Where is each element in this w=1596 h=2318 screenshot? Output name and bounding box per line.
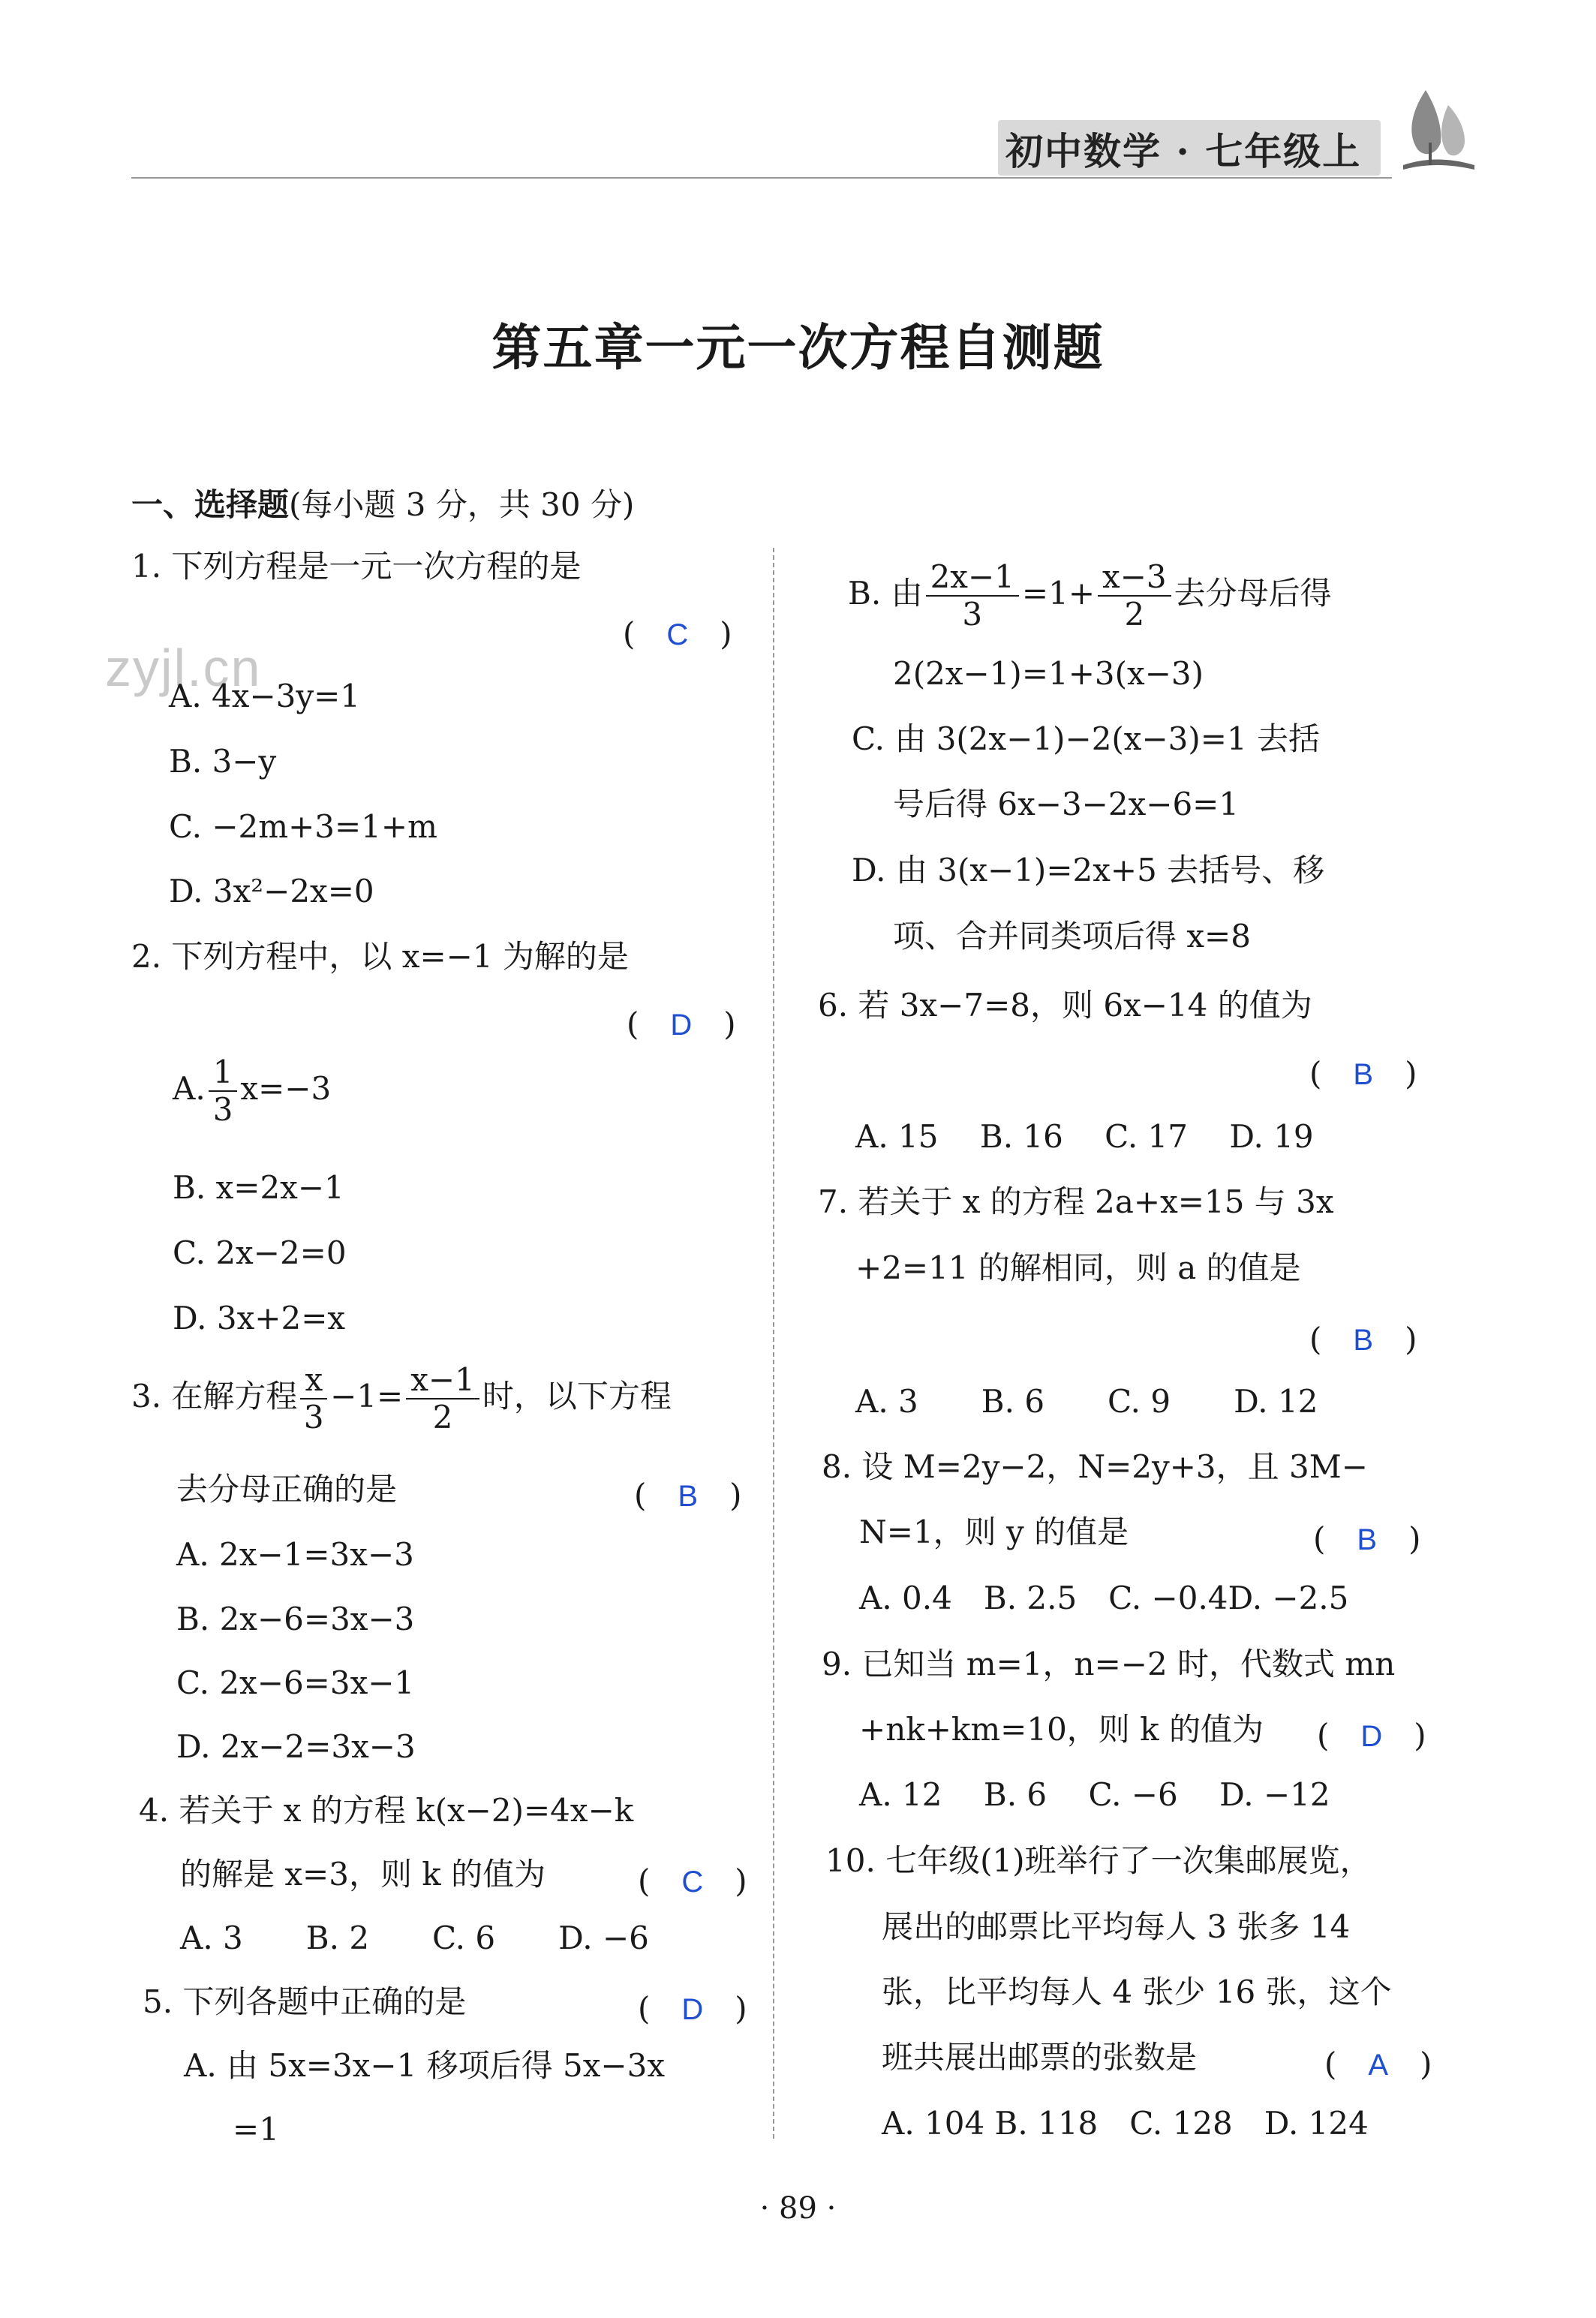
q3-stem-line2: 去分母正确的是 [176,1471,398,1508]
q1-option-c: C. −2m+3=1+m [169,808,437,845]
q4-stem-line2: 的解是 x=3，则 k 的值为 [180,1856,546,1893]
q2-a-fraction [209,1054,238,1128]
q7-options: A. 3 B. 6 C. 9 D. 12 [855,1383,1318,1420]
q5-b-f1-den: 3 [962,596,983,633]
q7-stem: 7. 若关于 x 的方程 2a+x=15 与 3x [818,1183,1334,1220]
section-heading [131,480,634,525]
q3-f1-num: x [300,1362,327,1400]
q5-b-pre: B. 由 [848,575,923,612]
q3-f1-den: 3 [303,1399,324,1436]
q2-answer-box: ( D ) [627,1006,736,1042]
q3-fraction-2 [406,1362,479,1436]
section-note: (每小题 3 分，共 30 分) [289,486,635,523]
q7-answer: B [1353,1324,1374,1357]
q5-answer: D [681,1993,704,2026]
q2-answer: D [670,1009,693,1042]
q4-answer-box: ( C ) [638,1863,747,1899]
q1-option-d: D. 3x²−2x=0 [169,873,374,909]
q8-answer: B [1357,1523,1378,1556]
q6-options: A. 15 B. 16 C. 17 D. 19 [855,1118,1314,1155]
q4-stem: 4. 若关于 x 的方程 k(x−2)=4x−k [139,1792,634,1829]
q5-b-f2-den: 2 [1124,596,1145,633]
q10-stem-line4: 班共展出邮票的张数是 [882,2039,1198,2076]
q5-b-mid: =1+ [1021,575,1096,612]
q5-option-c-cont: 号后得 6x−3−2x−6=1 [893,786,1240,822]
q9-options: A. 12 B. 6 C. −6 D. −12 [859,1776,1330,1813]
q10-options: A. 104 B. 118 C. 128 D. 124 [882,2105,1369,2142]
q6-answer: B [1353,1058,1374,1091]
q3-stem-pre: 3. 在解方程 [131,1378,298,1415]
q3-stem-post: 时，以下方程 [482,1378,672,1415]
q2-option-c: C. 2x−2=0 [173,1234,347,1271]
q9-stem: 9. 已知当 m=1，n=−2 时，代数式 mn [822,1646,1396,1682]
q10-stem-line2: 展出的邮票比平均每人 3 张多 14 [882,1908,1351,1945]
q1-option-b: B. 3−y [169,743,277,780]
q5-option-d-cont: 项、合并同类项后得 x=8 [893,918,1251,955]
q3-option-b: B. 2x−6=3x−3 [176,1601,415,1637]
page-title: 第五章一元一次方程自测题 [491,318,1105,377]
q5-option-d: D. 由 3(x−1)=2x+5 去括号、移 [852,852,1325,888]
q5-option-c: C. 由 3(2x−1)−2(x−3)=1 去括 [852,720,1321,757]
q4-options: A. 3 B. 2 C. 6 D. −6 [180,1920,649,1956]
watermark: zyjl.cn [105,639,262,697]
q3-option-c: C. 2x−6=3x−1 [176,1664,415,1701]
q1-stem: 1. 下列方程是一元一次方程的是 [131,548,582,585]
q5-b-f1-num: 2x−1 [926,559,1019,597]
q3-stem [131,1362,672,1436]
q5-b-f2-num: x−3 [1098,559,1171,597]
q5-option-b-cont: 2(2x−1)=1+3(x−3) [893,655,1204,692]
q7-stem-line2: +2=11 的解相同，则 a 的值是 [855,1249,1301,1286]
header-rule [131,177,1392,179]
q10-answer: A [1368,2049,1389,2082]
q3-fraction-1 [300,1362,327,1436]
q5-b-post: 去分母后得 [1174,575,1332,612]
q2-a-label: A. [173,1070,206,1107]
q3-answer-box: ( B ) [634,1477,742,1514]
q5-b-fraction-1 [926,559,1019,633]
q5-stem: 5. 下列各题中正确的是 [143,1983,467,2020]
q5-answer-box: ( D ) [638,1990,747,2027]
q5-b-fraction-2 [1098,559,1171,633]
q10-answer-box: ( A ) [1324,2046,1432,2082]
q3-stem-mid: −1= [330,1378,404,1415]
q9-answer: D [1360,1720,1383,1753]
q3-option-a: A. 2x−1=3x−3 [176,1536,414,1573]
q8-stem: 8. 设 M=2y−2，N=2y+3，且 3M− [822,1448,1368,1485]
q4-answer: C [681,1866,704,1899]
q3-answer: B [678,1480,699,1513]
q8-answer-box: ( B ) [1313,1520,1421,1557]
q9-stem-line2: +nk+km=10，则 k 的值为 [859,1711,1264,1748]
q2-stem: 2. 下列方程中，以 x=−1 为解的是 [131,938,629,975]
q5-option-b [848,559,1332,633]
q2-option-d: D. 3x+2=x [173,1300,346,1336]
q1-option-a: A. 4x−3y=1 [169,678,360,714]
q1-answer-box: ( C ) [623,615,732,652]
q6-answer-box: ( B ) [1309,1055,1417,1092]
q3-option-d: D. 2x−2=3x−3 [176,1728,416,1765]
q2-option-a [173,1054,331,1128]
section-title: 一、选择题 [131,486,290,523]
q8-options: A. 0.4 B. 2.5 C. −0.4D. −2.5 [859,1580,1349,1616]
q2-option-b: B. x=2x−1 [173,1169,344,1206]
q10-stem: 10. 七年级(1)班举行了一次集邮展览， [825,1842,1372,1879]
q1-answer: C [666,618,689,651]
q9-answer-box: ( D ) [1317,1717,1426,1754]
q10-stem-line3: 张，比平均每人 4 张少 16 张，这个 [882,1974,1392,2010]
book-title: 初中数学 · 七年级上 [1005,129,1362,173]
q8-stem-line2: N=1，则 y 的值是 [859,1514,1129,1550]
page-number: · 89 · [759,2191,837,2226]
q5-option-a-cont: =1 [233,2111,279,2148]
q2-a-den: 3 [212,1091,233,1128]
q3-f2-den: 2 [432,1399,453,1436]
tree-logo-icon [1396,83,1478,180]
q5-option-a: A. 由 5x=3x−1 移项后得 5x−3x [184,2047,666,2084]
q6-stem: 6. 若 3x−7=8，则 6x−14 的值为 [818,987,1312,1024]
q7-answer-box: ( B ) [1309,1321,1417,1357]
q2-a-num: 1 [209,1054,238,1092]
column-divider [773,548,774,2139]
q3-f2-num: x−1 [406,1362,479,1400]
q2-a-rest: x=−3 [240,1070,332,1107]
